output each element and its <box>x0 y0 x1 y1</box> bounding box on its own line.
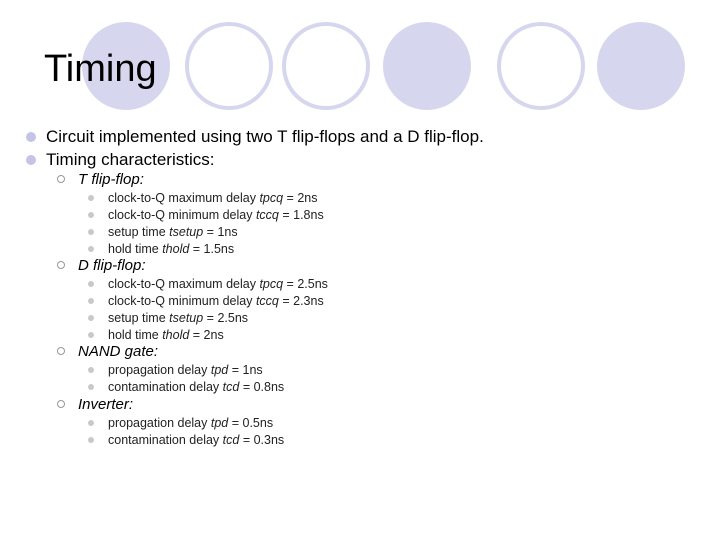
dot-bullet-icon <box>88 212 94 218</box>
circle-bullet-icon <box>57 175 65 183</box>
dot-bullet-icon <box>88 420 94 426</box>
detail-value: = 2ns <box>189 328 224 342</box>
detail-label: contamination delay <box>108 433 223 447</box>
detail-symbol: tsetup <box>169 225 204 239</box>
circle-bullet-icon <box>57 400 65 408</box>
detail-label: hold time <box>108 242 163 256</box>
detail-label: setup time <box>108 225 170 239</box>
dot-bullet-icon <box>88 315 94 321</box>
section-heading-text: D flip-flop <box>78 257 142 274</box>
detail-symbol: tpcq <box>259 277 284 291</box>
section-heading-suffix: : <box>153 343 159 360</box>
bullet-icon <box>26 132 36 142</box>
dot-bullet-icon <box>88 281 94 287</box>
detail-symbol: tsetup <box>169 311 204 325</box>
detail-label: contamination delay <box>108 380 223 394</box>
dot-bullet-icon <box>88 367 94 373</box>
circle-bullet-icon <box>57 261 65 269</box>
bullet-text: Circuit implemented using two T flip-flops and a D flip-flop. <box>46 127 484 146</box>
dot-bullet-icon <box>88 384 94 390</box>
detail-value: = 1ns <box>203 225 238 239</box>
dot-bullet-icon <box>88 332 94 338</box>
dot-bullet-icon <box>88 195 94 201</box>
dot-bullet-icon <box>88 246 94 252</box>
section-heading-text: NAND gate <box>78 343 154 360</box>
detail-value: = 2.5ns <box>203 311 249 325</box>
detail-value: = 0.5ns <box>228 416 274 430</box>
detail-value: = 1.8ns <box>278 208 324 222</box>
detail-value: = 1.5ns <box>189 242 235 256</box>
detail-value: = 0.3ns <box>239 433 285 447</box>
detail-label: clock-to-Q minimum delay <box>108 208 256 222</box>
bullet-text: Timing characteristics: <box>46 150 215 169</box>
decor-circle <box>282 22 370 110</box>
decor-circle <box>497 22 585 110</box>
detail-label: propagation delay <box>108 363 211 377</box>
section-heading-suffix: : <box>139 171 144 188</box>
detail-value: = 2.5ns <box>283 277 328 291</box>
detail-symbol: tcd <box>222 380 240 394</box>
detail-label: clock-to-Q maximum delay <box>108 277 260 291</box>
detail-symbol: thold <box>162 328 190 342</box>
section-heading-suffix: : <box>141 257 146 274</box>
decor-circle <box>185 22 273 110</box>
detail-value: = 2ns <box>283 191 318 205</box>
detail-value: = 0.8ns <box>239 380 285 394</box>
detail-symbol: tpd <box>210 416 229 430</box>
detail-label: clock-to-Q maximum delay <box>108 191 260 205</box>
section-heading-suffix: : <box>128 396 134 413</box>
bullet-icon <box>26 155 36 165</box>
dot-bullet-icon <box>88 437 94 443</box>
detail-symbol: tccq <box>255 208 279 222</box>
detail-symbol: thold <box>162 242 190 256</box>
detail-label: hold time <box>108 328 163 342</box>
detail-symbol: tpd <box>210 363 229 377</box>
detail-label: propagation delay <box>108 416 211 430</box>
detail-symbol: tpcq <box>259 191 284 205</box>
dot-bullet-icon <box>88 229 94 235</box>
detail-value: = 2.3ns <box>278 294 324 308</box>
circle-bullet-icon <box>57 347 65 355</box>
decor-circle <box>383 22 471 110</box>
detail-symbol: tcd <box>222 433 240 447</box>
decor-circle <box>597 22 685 110</box>
section-heading-text: Inverter <box>78 396 129 413</box>
detail-label: setup time <box>108 311 170 325</box>
detail-value: = 1ns <box>228 363 263 377</box>
detail-symbol: tccq <box>255 294 279 308</box>
dot-bullet-icon <box>88 298 94 304</box>
section-heading-text: T flip-flop <box>78 171 140 188</box>
detail-label: clock-to-Q minimum delay <box>108 294 256 308</box>
slide-title: Timing <box>44 48 157 90</box>
